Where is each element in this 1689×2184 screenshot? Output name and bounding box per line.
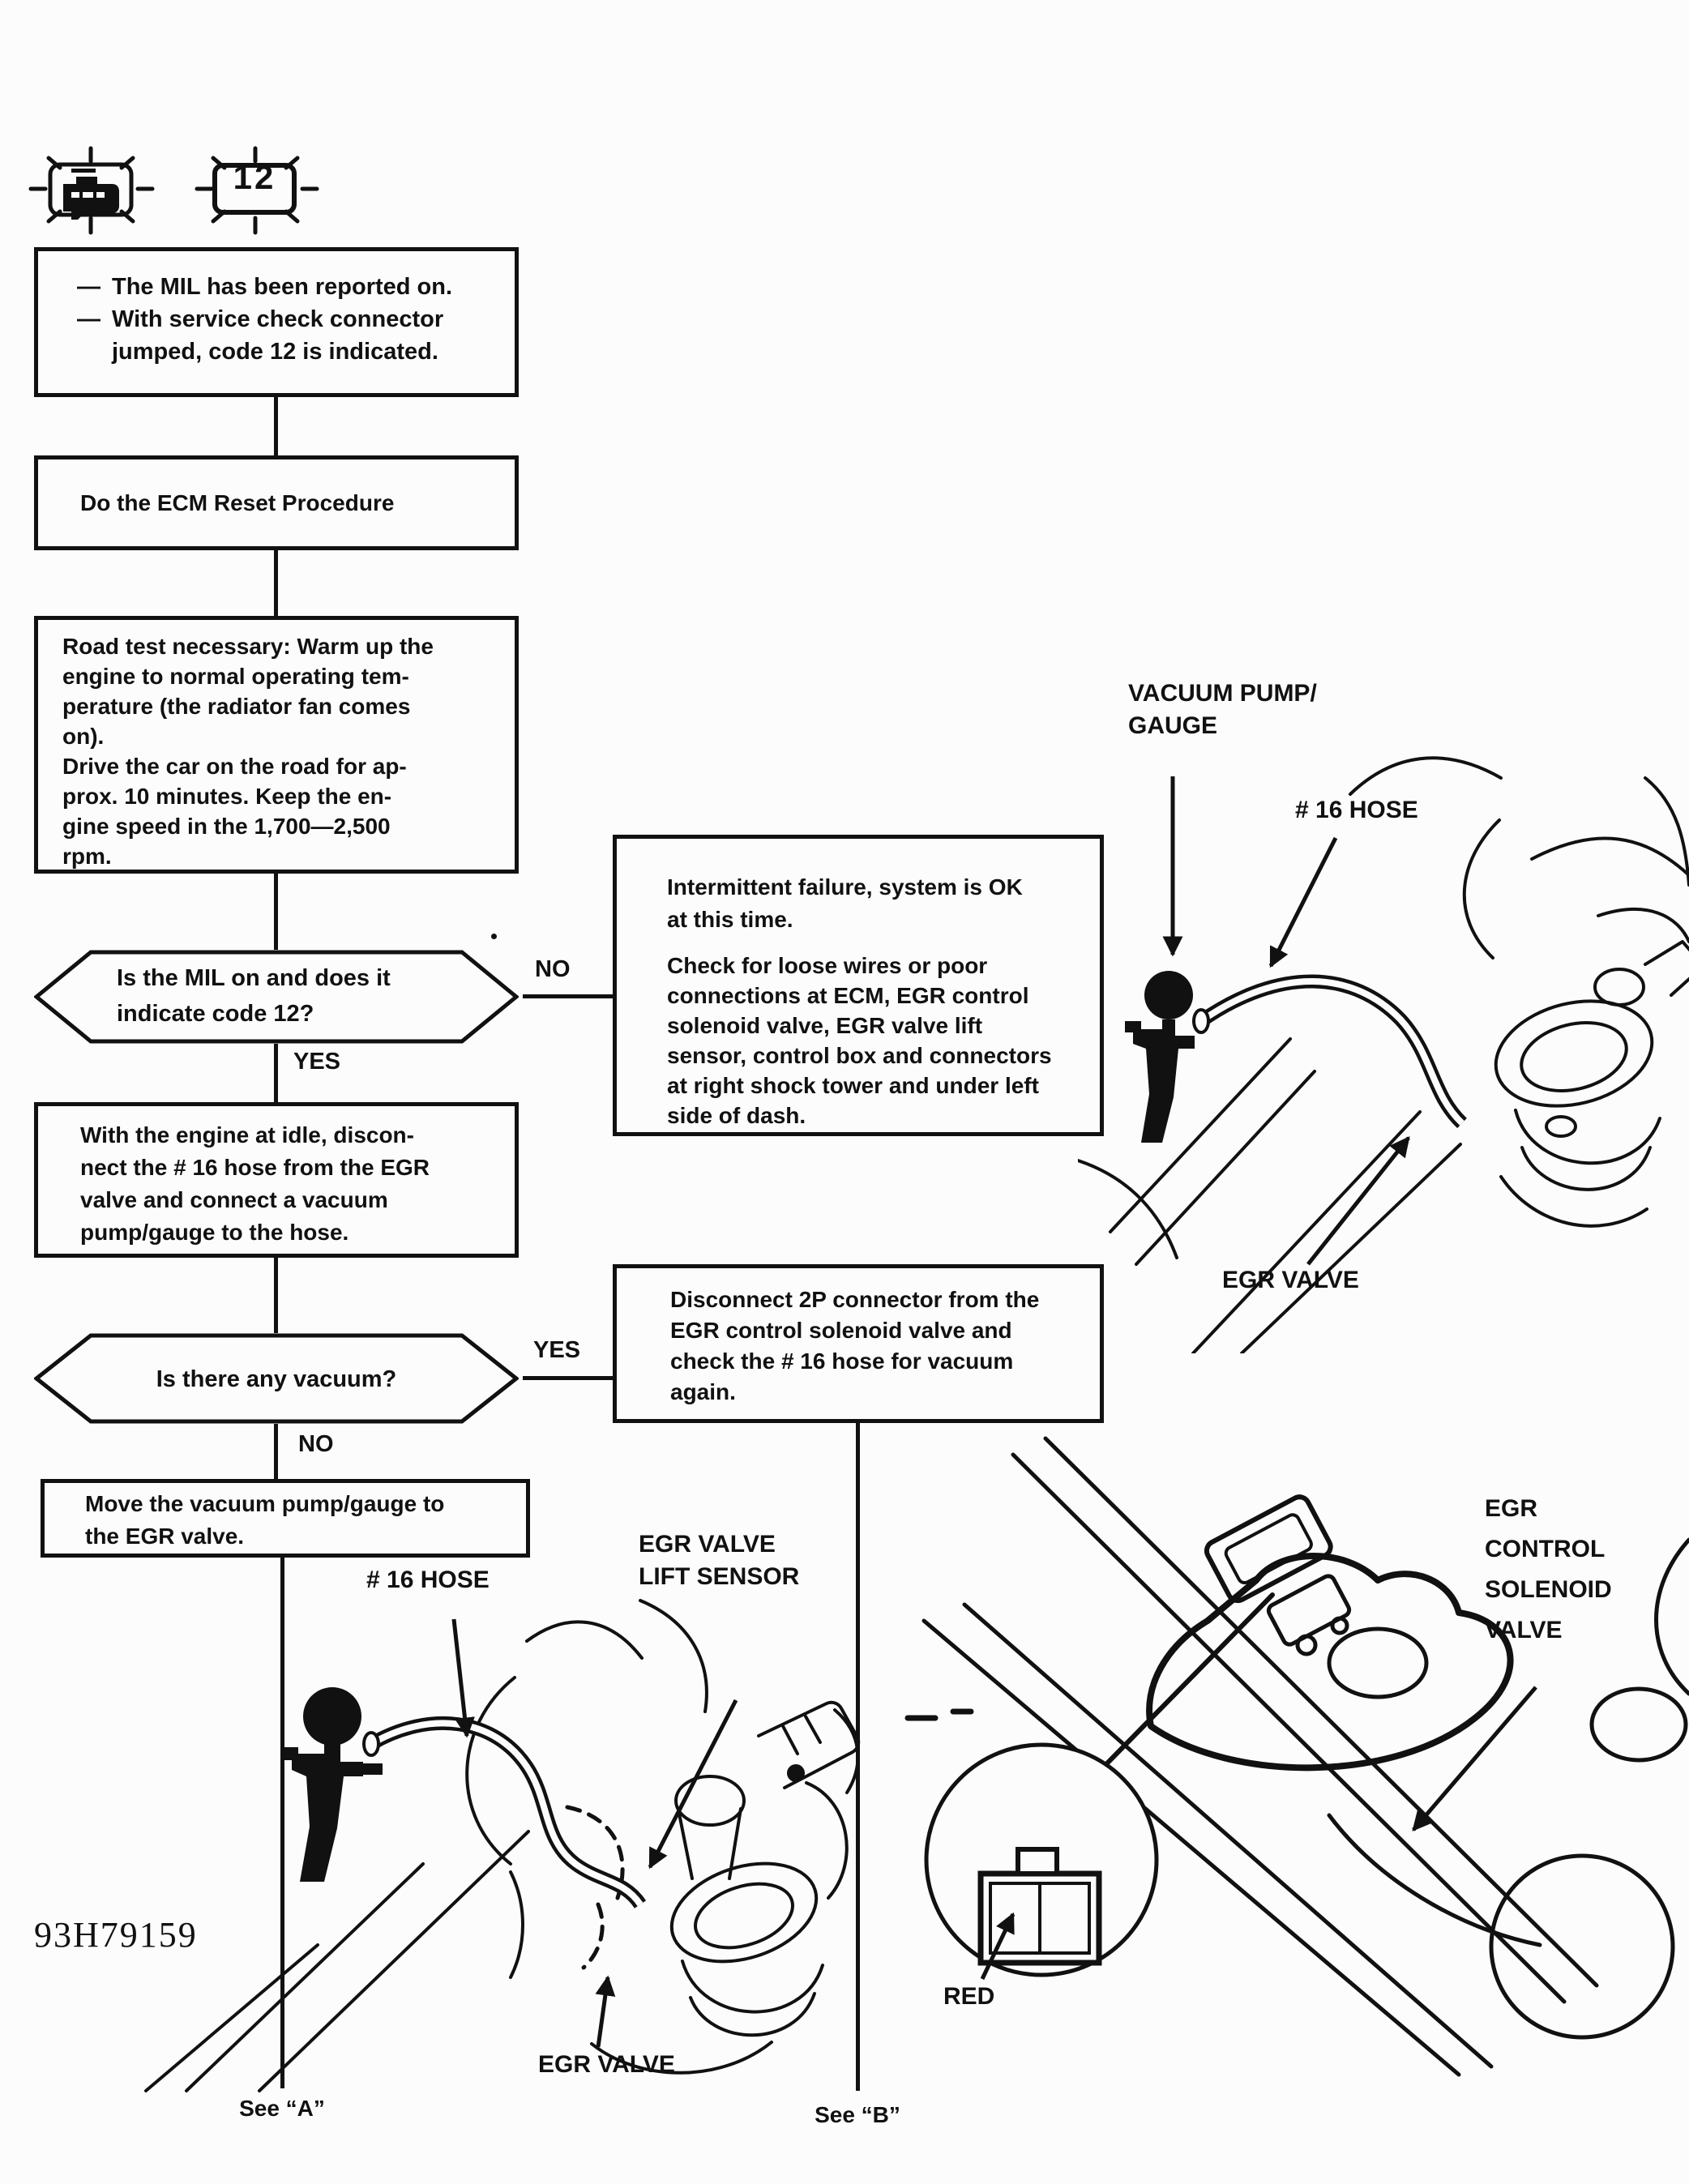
flow-connector-no: [523, 994, 613, 998]
flow-connector: [274, 874, 278, 950]
decision-text-line: Is there any vacuum?: [156, 1366, 397, 1392]
branch-label-no: NO: [298, 1431, 334, 1457]
engine-diagram-top-right: [1078, 673, 1689, 1353]
flow-connector: [274, 1424, 278, 1479]
box-text-line: sensor, control box and connectors: [667, 1043, 1052, 1068]
solenoid-label-line4: VALVE: [1485, 1617, 1563, 1643]
flow-connector-yes: [523, 1376, 613, 1380]
box-text-line: again.: [670, 1379, 736, 1404]
box-text-line: engine to normal operating tem-: [62, 664, 409, 689]
box-intermittent-failure: [613, 835, 1104, 1136]
see-b-label: See “B”: [815, 2102, 900, 2127]
engine-outline: [146, 1601, 858, 2091]
box-text-line: on).: [62, 724, 105, 749]
box-disconnect-hose: [34, 1102, 519, 1258]
decision-text-line: indicate code 12?: [117, 1001, 314, 1027]
box-text-line: at this time.: [667, 907, 793, 932]
box-text-line: Road test necessary: Warm up the: [62, 634, 434, 659]
box-text-line: the EGR valve.: [85, 1524, 245, 1549]
decision-text-line: Is the MIL on and does it: [117, 965, 391, 991]
doc-id: 93H79159: [34, 1915, 198, 1955]
decision-any-vacuum: [34, 1333, 519, 1424]
lift-sensor-label-line2: LIFT SENSOR: [639, 1563, 800, 1590]
box-text-line: With service check connector: [112, 306, 444, 332]
box-text-line: rpm.: [62, 844, 112, 869]
flow-connector-see-a: [280, 1558, 284, 2088]
egr-valve-label: EGR VALVE: [1222, 1267, 1359, 1293]
hose-16-label: # 16 HOSE: [1295, 797, 1418, 823]
box-road-test: [34, 616, 519, 874]
box-text-line: Do the ECM Reset Procedure: [80, 490, 395, 515]
box-text-line: nect the # 16 hose from the EGR: [80, 1155, 430, 1180]
box-text-line: pump/gauge to the hose.: [80, 1220, 349, 1245]
engine-diagram-bottom-left: [73, 1524, 863, 2095]
egr-valve-leader: [1308, 1138, 1409, 1264]
box-text-line: at right shock tower and under left: [667, 1073, 1039, 1098]
lift-sensor-arrow: [650, 1700, 736, 1867]
list-item: [38, 271, 515, 303]
branch-label-yes: YES: [293, 1049, 341, 1075]
code-12-number: 12: [233, 158, 276, 196]
box-text-line: EGR control solenoid valve and: [670, 1318, 1012, 1343]
list-item: [38, 303, 515, 368]
dash-bullet: —: [77, 306, 100, 332]
flow-connector: [274, 1044, 278, 1102]
see-a-label: See “A”: [239, 2096, 325, 2121]
box-text-line: Disconnect 2P connector from the: [670, 1287, 1040, 1312]
box-text-line: Move the vacuum pump/gauge to: [85, 1491, 445, 1516]
box-text-line: Intermittent failure, system is OK: [667, 874, 1023, 900]
solenoid-connector-art: [1204, 1494, 1334, 1604]
solenoid-leader: [1413, 1687, 1536, 1830]
box-move-pump: [41, 1479, 530, 1558]
branch-label-yes: YES: [533, 1337, 581, 1363]
solenoid-label-line1: EGR: [1485, 1495, 1538, 1522]
check-engine-icon: [24, 142, 158, 243]
flow-connector-see-b: [856, 1423, 860, 2091]
connector-magnifier: [926, 1745, 1157, 1975]
solenoid-valve-art: [1329, 1629, 1426, 1697]
flow-connector: [274, 397, 278, 455]
hose-16-label: # 16 HOSE: [366, 1566, 490, 1593]
lift-sensor-label-line1: EGR VALVE: [639, 1531, 776, 1558]
solenoid-label-line2: CONTROL: [1485, 1536, 1606, 1562]
solenoid-label-line3: SOLENOID: [1485, 1576, 1612, 1603]
box-text-line: gine speed in the 1,700—2,500: [62, 814, 391, 839]
box-text-line: perature (the radiator fan comes: [62, 694, 411, 719]
red-label: RED: [943, 1983, 995, 2010]
vacuum-pump-label-line2: GAUGE: [1128, 712, 1218, 739]
branch-label-no: NO: [535, 956, 571, 982]
box-mil-reported: [34, 247, 519, 397]
egr-valve-leader: [598, 1977, 608, 2047]
box-text-line: connections at ECM, EGR control: [667, 983, 1029, 1008]
hose-16-art: [1194, 981, 1462, 1123]
box-ecm-reset: [34, 455, 519, 550]
scan-speck: [491, 934, 497, 939]
flow-connector: [274, 1258, 278, 1333]
dash-bullet: —: [77, 274, 100, 300]
box-text-line: prox. 10 minutes. Keep the en-: [62, 784, 392, 809]
hose-arrow: [1271, 838, 1336, 966]
box-text-line: side of dash.: [667, 1103, 806, 1128]
decision-mil-code12: [34, 950, 519, 1044]
box-text-line: With the engine at idle, discon-: [80, 1122, 414, 1148]
vacuum-pump-label-line1: VACUUM PUMP/: [1128, 680, 1317, 707]
box-text-line: valve and connect a vacuum: [80, 1187, 388, 1212]
box-text-line: Check for loose wires or poor: [667, 953, 988, 978]
hose-16-art: [364, 1723, 640, 1904]
paragraph-gap: [667, 936, 1100, 951]
box-text-line: check the # 16 hose for vacuum: [670, 1348, 1014, 1374]
flow-connector: [274, 550, 278, 616]
vacuum-pump-icon: [1125, 971, 1195, 1143]
box-disconnect-2p: [613, 1264, 1104, 1423]
engine-diagram-bottom-right: [892, 1378, 1689, 2095]
box-text-line: jumped, code 12 is indicated.: [112, 339, 438, 365]
egr-valve-label: EGR VALVE: [538, 2051, 675, 2078]
box-text-line: The MIL has been reported on.: [112, 274, 453, 300]
box-text-line: Drive the car on the road for ap-: [62, 754, 407, 779]
box-text-line: solenoid valve, EGR valve lift: [667, 1013, 983, 1038]
vacuum-pump-icon: [282, 1687, 383, 1882]
